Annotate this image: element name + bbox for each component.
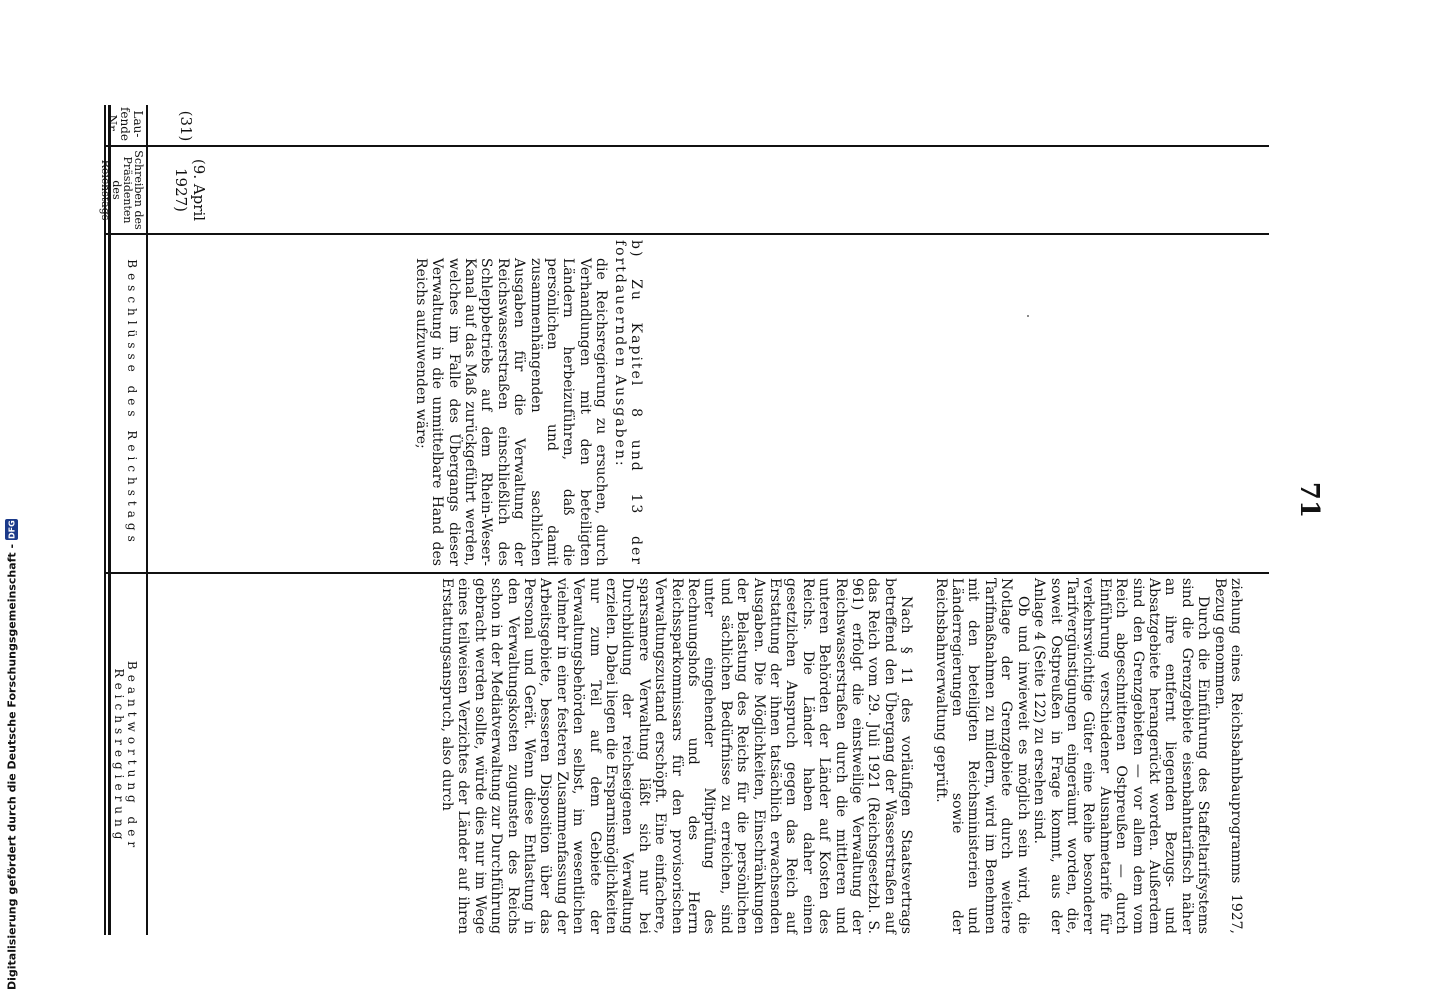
beschluss-column [204, 240, 644, 566]
antwort-paragraph-1: ziehung eines Reichsbahnbauprogramms 1927, Bezug genommen. [1211, 578, 1244, 934]
divider-number-full [104, 145, 1269, 147]
header-schreiben-praesident: Schreiben des Präsidenten des Reichstags [99, 150, 145, 230]
divider-after-beschluss [104, 572, 1269, 574]
page-number: 71 [1294, 481, 1324, 519]
header-laufende-nr: Lau- fende Nr. [105, 106, 145, 142]
header-beschluesse: Beschlüsse des Reichstags [125, 259, 139, 547]
row-number: (31) [177, 110, 195, 142]
divider-after-date [104, 233, 1269, 235]
beschluss-text: die Reichsregierung zu ersuchen, durch Verhandlungen mit den beteiligten Ländern herbeizuführen, daß die persönlichen und damit zusammenhängenden sachlichen Ausgaben für die Verwaltung der Reichswasserstraßen einschließlich des Schleppbetriebs auf dem Rhein-Weser-Kanal auf das Maß zurückgeführt werden, welches im Falle des Übergangs dieser Verwaltung in die unmittelbare Hand des Reichs aufzuwenden wäre; [412, 258, 610, 566]
digitization-credit [4, 520, 20, 990]
header-beantwortung: Beantwortung der Reichsregierung [112, 660, 139, 853]
header-bottom-rule [146, 105, 148, 935]
antwort-column [204, 578, 1244, 934]
beschluss-heading: b) Zu Kapitel 8 und 13 der fortdauernden Ausgaben: [611, 240, 644, 566]
dfg-logo: DFG [7, 520, 17, 539]
antwort-paragraph-3: Ob und inwieweit es möglich sein wird, die Notlage der Grenzgebiete durch weitere Tarifmaßnahmen zu mildern, wird im Benehmen mit den beteiligten Reichsministerien und Länderregierungen sowie der Reichsbahnverwaltung geprüft. [932, 578, 1031, 934]
row-date: (9. April 1927) [172, 158, 208, 222]
speck-mark [1027, 315, 1029, 317]
antwort-paragraph-4: Nach § 11 des vorläufigen Staatsvertrags betreffend den Übergang der Wasserstraßen auf das Reich vom 29. Juli 1921 (Reichsgesetzbl. S. 961) erfolgt die einstweilige Verwaltung der Reichswasserstraßen durch die mittleren und unteren Behörden der Länder auf Kosten des Reichs. Die Länder haben daher einen gesetzlichen Anspruch gegen das Reich auf Erstattung der ihnen tatsächlich erwachsenden Ausgaben. Die Möglichkeiten, Einschränkungen der Belastung des Reichs für die persönlichen und sächlichen Bedürfnisse zu erreichen, sind unter eingehender Mitprüfung des Rechnungshofs und des Herrn Reichssparkommissars für den provisorischen Verwaltungszustand erschöpft. Eine einfachere, sparsamere Verwaltung läßt sich nur bei Durchbildung der reichseigenen Verwaltung erzielen. Dabei liegen die Ersparnismöglichkeiten nur zum Teil auf dem Gebiete der Verwaltungsbehörden selbst, im wesentlichen vielmehr in einer festeren Zusammenfassung der Arbeitsgebiete, besseren Disposition über das Personal und Gerät. Wenn diese Entlastung in den Verwaltungskosten zugunsten des Reichs schon in der Mediatverwaltung zur Durchführung gebracht werden sollte, würde dies nur im Wege eines teilweisen Verzichtes der Länder auf ihren Erstattungsanspruch, also durch [438, 578, 915, 934]
table-top-rule [104, 105, 106, 935]
antwort-paragraph-2: Durch die Einführung des Staffeltarifsystems sind die Grenzgebiete eisenbahntarifisch näher an ihre entfernt liegenden Bezugs- und Absatzgebiete herangerückt worden. Außerdem sind den Grenzgebieten — vor allem dem vom Reich abgeschnittenen Ostpreußen — durch Einführung verschiedener Ausnahmetarife für verkehrswichtige Güter eine Reihe besonderer Tarifvergünstigungen eingeräumt worden, die, soweit Ostpreußen in Frage kommt, aus der Anlage 4 (Seite 122) zu ersehen sind. [1031, 578, 1212, 934]
credit-text: Digitalisierung gefördert durch die Deutsche Forschungsgemeinschaft - [5, 543, 19, 990]
